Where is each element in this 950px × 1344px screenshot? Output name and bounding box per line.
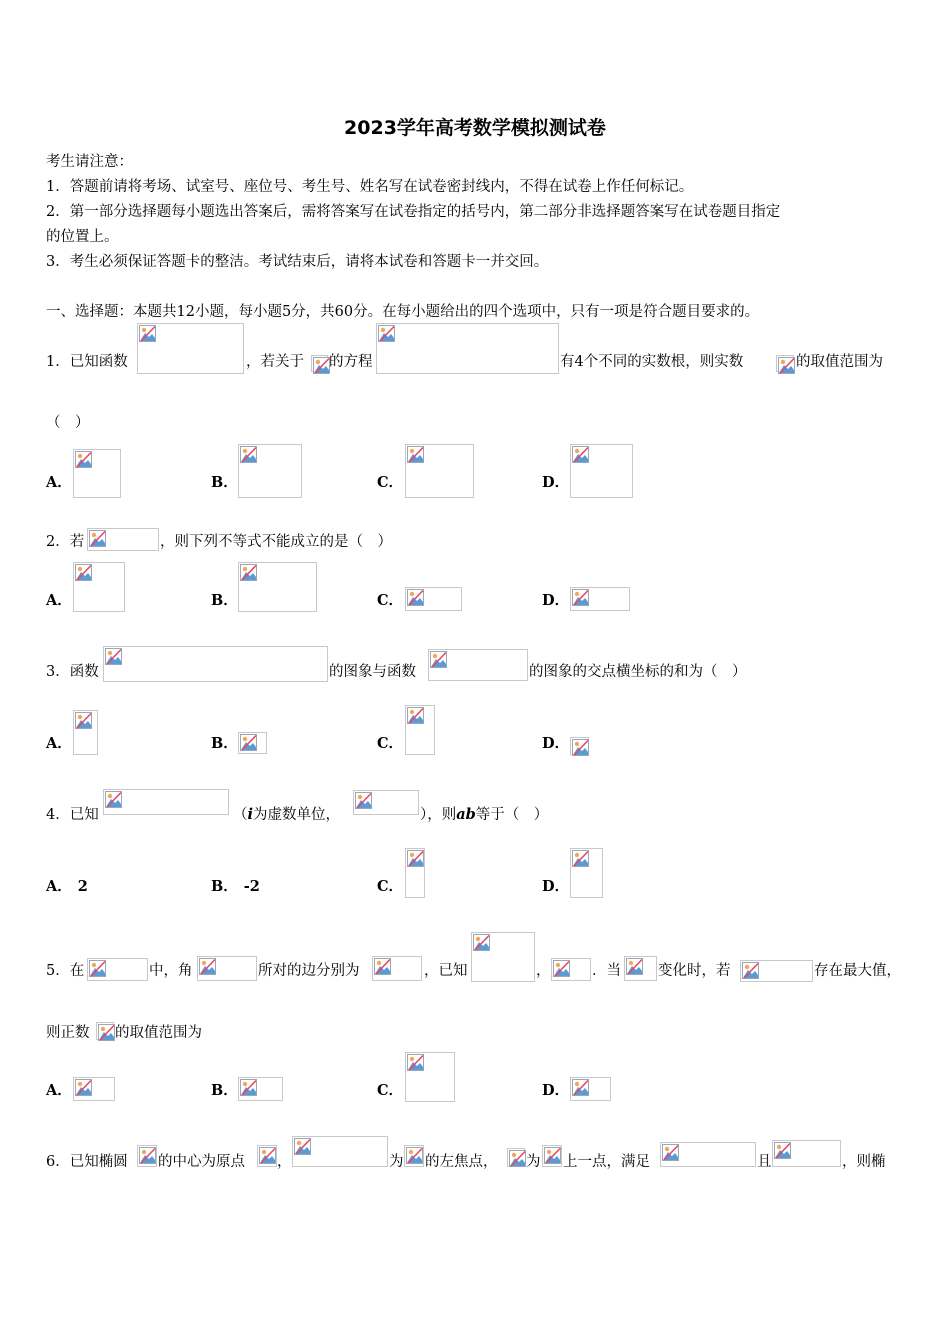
broken-image-icon [407,446,424,463]
broken-image-icon [259,1147,276,1164]
option-label: B． [211,1082,238,1099]
broken-image-icon [553,960,570,977]
q5-text: 中，角 [149,963,193,979]
broken-image-icon [75,1079,92,1096]
notice-item: 1．答题前请将考场、试室号、座位号、考生号、姓名写在试卷密封线内，不得在试卷上作任何标记。 [46,179,694,195]
q2-text: ，则下列不等式不能成立的是（ ） [160,534,392,550]
q6-text: 为 [389,1154,404,1170]
broken-image-icon [313,357,330,374]
formula-image [740,960,813,982]
q4-text: （i为虚数单位， [233,806,341,823]
formula-image [776,355,794,372]
page-title: 2023学年高考数学模拟测试卷 [344,117,606,139]
q5-text: 则正数 [46,1025,90,1041]
formula-image [353,790,419,815]
formula-image [551,958,591,981]
broken-image-icon [75,564,92,581]
formula-image [376,323,559,374]
option-label: A． 2 [46,878,88,895]
broken-image-icon [378,325,395,342]
section-heading: 一、选择题：本题共12小题，每小题5分，共60分。在每小题给出的四个选项中，只有一项是符合题目要求的。 [46,304,760,320]
option-image [73,710,98,755]
q5-text: ．当 [592,963,621,979]
option-image [570,848,603,898]
option-label: C． [377,735,404,752]
formula-image [772,1140,841,1167]
q3-text: 的图象与函数 [329,664,416,680]
formula-image [660,1142,756,1167]
broken-image-icon [407,589,424,606]
q6-text: 且 [757,1154,772,1170]
q6-text: ， [277,1154,292,1170]
broken-image-icon [139,1147,156,1164]
notice-item: 3．考生必须保证答题卡的整洁。考试结束后，请将本试卷和答题卡一并交回。 [46,254,549,270]
broken-image-icon [89,530,106,547]
formula-image [87,528,159,551]
broken-image-icon [473,934,490,951]
broken-image-icon [662,1144,679,1161]
option-image [73,449,121,498]
q1-text: 的方程 [329,354,373,370]
broken-image-icon [509,1150,526,1167]
option-label: D． [542,592,570,609]
formula-image [471,932,535,982]
option-image [405,444,474,498]
q5-text: 存在最大值， [814,963,901,979]
option-a-value: 2 [77,878,88,895]
option-label: B． -2 [211,878,260,895]
q6-text: 为 [526,1154,541,1170]
option-image [570,1077,611,1101]
option-label: B． [211,735,238,752]
option-image [73,562,125,612]
q5-text: 所对的边分别为 [258,963,360,979]
option-label: D． [542,1082,570,1099]
option-label: A． [46,1082,72,1099]
formula-image [292,1136,388,1167]
option-label: B． [211,592,238,609]
option-label: A． [46,735,72,752]
option-image [238,1077,283,1101]
broken-image-icon [572,850,589,867]
option-label: B． [211,474,238,491]
q6-text: ，则椭 [842,1154,886,1170]
option-image [570,737,589,755]
formula-image [311,355,328,372]
option-image [405,705,435,755]
broken-image-icon [240,564,257,581]
broken-image-icon [139,325,156,342]
notice-heading: 考生请注意： [46,154,133,170]
broken-image-icon [430,651,447,668]
formula-image [624,956,657,981]
broken-image-icon [742,962,759,979]
answer-paren: （ ） [46,415,90,431]
option-label: A． [46,592,72,609]
q5-text: ， [536,963,551,979]
option-label: C． [377,878,404,895]
option-label: C． [377,474,404,491]
option-image [405,1052,455,1102]
broken-image-icon [105,648,122,665]
notice-item: 的位置上。 [46,229,119,245]
formula-image [542,1145,562,1167]
option-label: C． [377,592,404,609]
broken-image-icon [774,1142,791,1159]
broken-image-icon [626,958,643,975]
broken-image-icon [778,357,795,374]
broken-image-icon [572,1079,589,1096]
broken-image-icon [294,1138,311,1155]
q6-text: 上一点，满足 [563,1154,650,1170]
q3-text: 的图象的交点横坐标的和为（ ） [529,664,747,680]
option-image [73,1077,115,1101]
q5-text: ，已知 [424,963,468,979]
formula-image [96,1022,114,1040]
broken-image-icon [98,1024,115,1041]
option-image [238,444,302,498]
option-image [238,732,267,754]
option-image [570,444,633,498]
broken-image-icon [105,791,122,808]
option-image [238,562,317,612]
q1-text: 有4个不同的实数根，则实数 [560,354,744,370]
broken-image-icon [89,960,106,977]
broken-image-icon [407,850,424,867]
q2-text: 2．若 [46,534,85,550]
broken-image-icon [75,451,92,468]
q6-text: 的左焦点， [425,1154,498,1170]
option-image [570,587,630,611]
q1-text: 1．已知函数 [46,354,128,370]
formula-image [372,956,422,981]
option-image [405,848,425,898]
option-b-value: -2 [243,878,260,895]
formula-image [103,789,229,815]
q3-text: 3．函数 [46,664,99,680]
broken-image-icon [374,958,391,975]
option-label: D． [542,735,570,752]
q4-text: 4．已知 [46,807,99,823]
formula-image [257,1145,277,1167]
q4-text: ），则ab等于（ ） [420,806,549,823]
broken-image-icon [240,446,257,463]
formula-image [87,958,148,981]
q5-text: 变化时，若 [658,963,731,979]
q6-text: 的中心为原点 [158,1154,245,1170]
formula-image [137,1145,157,1167]
q1-text: ，若关于 [246,354,304,370]
broken-image-icon [544,1147,561,1164]
broken-image-icon [240,1079,257,1096]
q6-text: 6．已知椭圆 [46,1154,128,1170]
formula-image [137,323,244,374]
option-label: C． [377,1082,404,1099]
option-image [405,587,462,611]
q1-text: 的取值范围为 [796,354,883,370]
option-label: A． [46,474,72,491]
q5-text: 5．在 [46,963,85,979]
formula-image [428,649,528,681]
option-label: D． [542,474,570,491]
broken-image-icon [572,739,589,756]
formula-image [507,1148,525,1167]
q5-text: 的取值范围为 [115,1025,202,1041]
broken-image-icon [355,792,372,809]
broken-image-icon [407,707,424,724]
broken-image-icon [240,734,257,751]
formula-image [103,646,328,682]
broken-image-icon [572,446,589,463]
broken-image-icon [406,1147,423,1164]
broken-image-icon [572,589,589,606]
formula-image [404,1145,424,1167]
option-label: D． [542,878,570,895]
broken-image-icon [75,712,92,729]
broken-image-icon [199,958,216,975]
broken-image-icon [407,1054,424,1071]
notice-item: 2．第一部分选择题每小题选出答案后，需将答案写在试卷指定的括号内，第二部分非选择题答案写在试卷题目指定 [46,204,781,220]
formula-image [197,956,257,981]
